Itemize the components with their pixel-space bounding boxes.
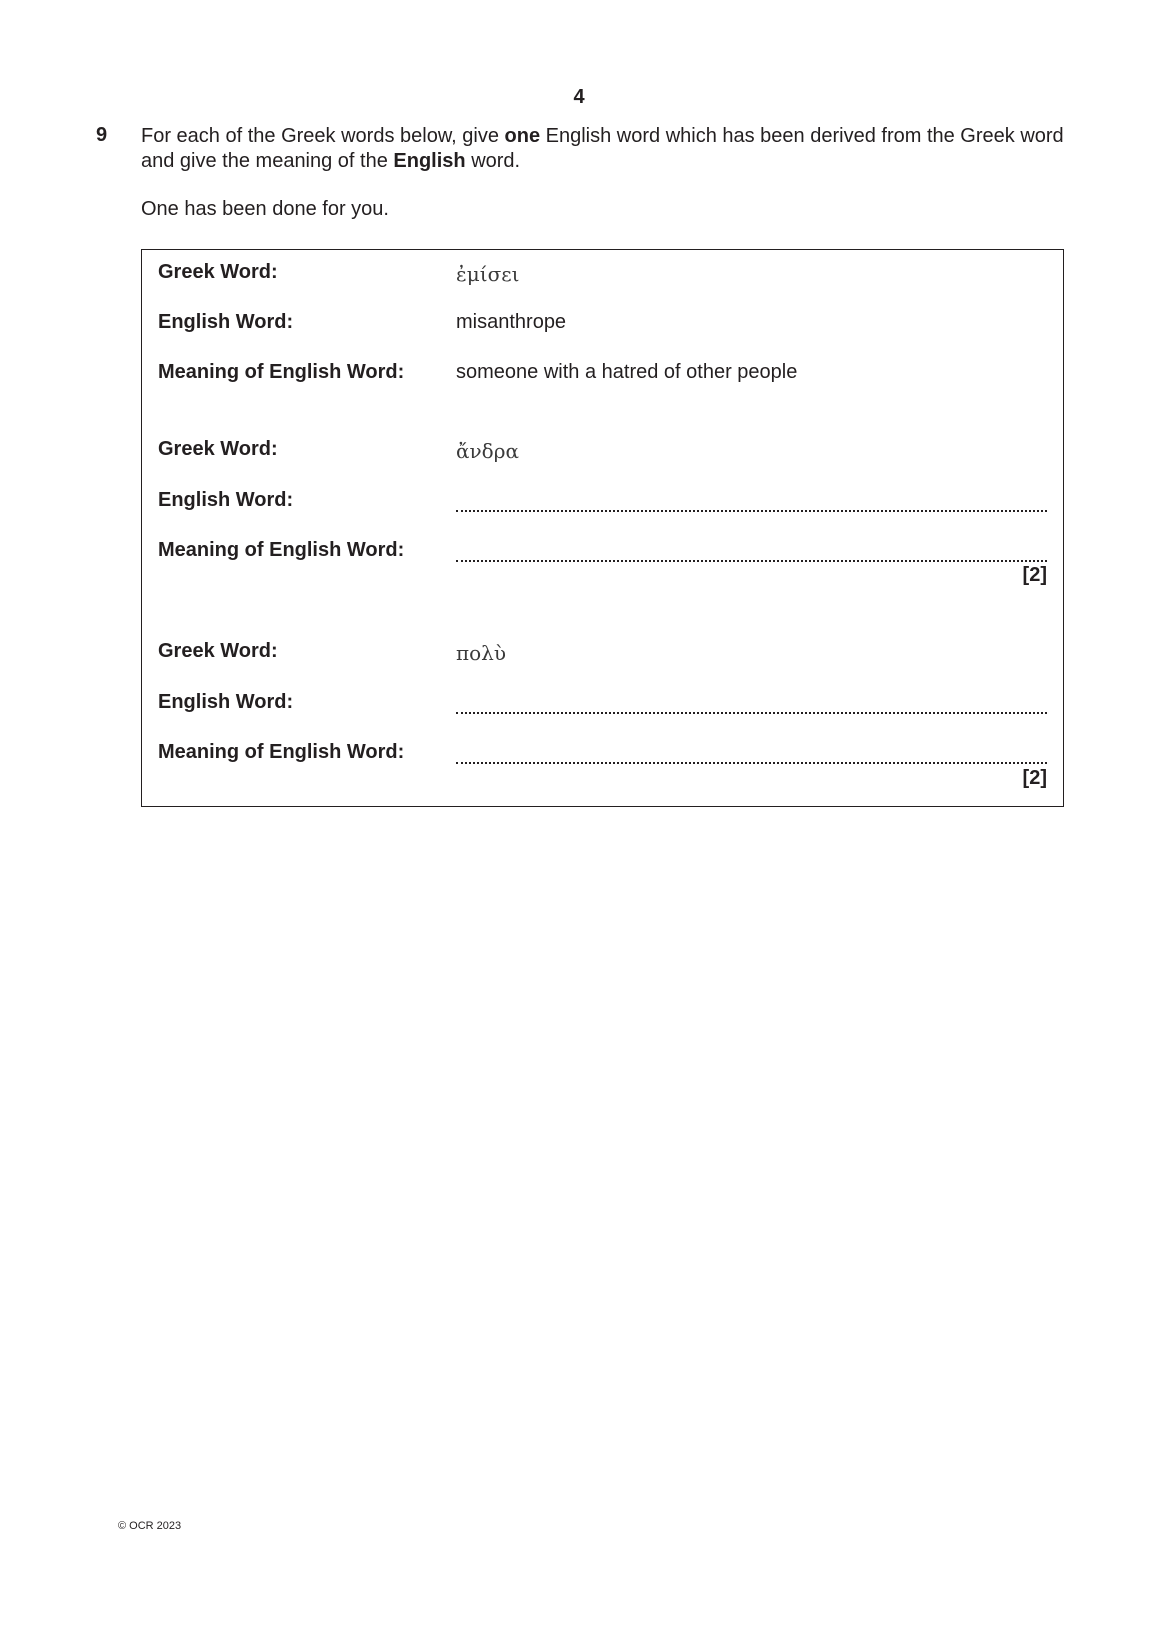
question-subtext: One has been done for you. <box>141 198 389 220</box>
greek-word-label: Greek Word: <box>158 640 278 662</box>
item-2-meaning-answer-line[interactable] <box>456 762 1047 764</box>
item-1-greek-word: ἄνδρα <box>456 439 519 463</box>
page-number: 4 <box>573 86 585 108</box>
question-text-part-1: For each of the Greek words below, give <box>141 125 505 147</box>
meaning-label: Meaning of English Word: <box>158 539 405 561</box>
item-2-greek-word: πολὺ <box>456 641 507 665</box>
item-1-english-answer-line[interactable] <box>456 510 1047 512</box>
greek-word-label: Greek Word: <box>158 261 278 283</box>
example-greek-word: ἐμίσει <box>456 262 520 286</box>
item-2-marks: [2] <box>1022 767 1047 789</box>
item-2-english-answer-line[interactable] <box>456 712 1047 714</box>
example-english-word: misanthrope <box>456 311 567 333</box>
question-text <box>141 124 1071 174</box>
english-word-label: English Word: <box>158 489 294 511</box>
english-word-label: English Word: <box>158 691 294 713</box>
greek-word-label: Greek Word: <box>158 438 278 460</box>
example-meaning: someone with a hatred of other people <box>456 361 798 383</box>
meaning-label: Meaning of English Word: <box>158 361 405 383</box>
question-number: 9 <box>96 124 108 146</box>
question-text-bold-english: English <box>393 150 466 172</box>
item-1-marks: [2] <box>1022 564 1047 586</box>
english-word-label: English Word: <box>158 311 294 333</box>
answer-box <box>141 249 1064 807</box>
question-text-part-3: word. <box>465 150 521 172</box>
question-text-part-2: English word which has been derived from the Greek word and give the meaning of the <box>141 125 1064 172</box>
question-text-bold-one: one <box>504 125 541 147</box>
copyright-footer: © OCR 2023 <box>118 1520 182 1532</box>
meaning-label: Meaning of English Word: <box>158 741 405 763</box>
item-1-meaning-answer-line[interactable] <box>456 560 1047 562</box>
